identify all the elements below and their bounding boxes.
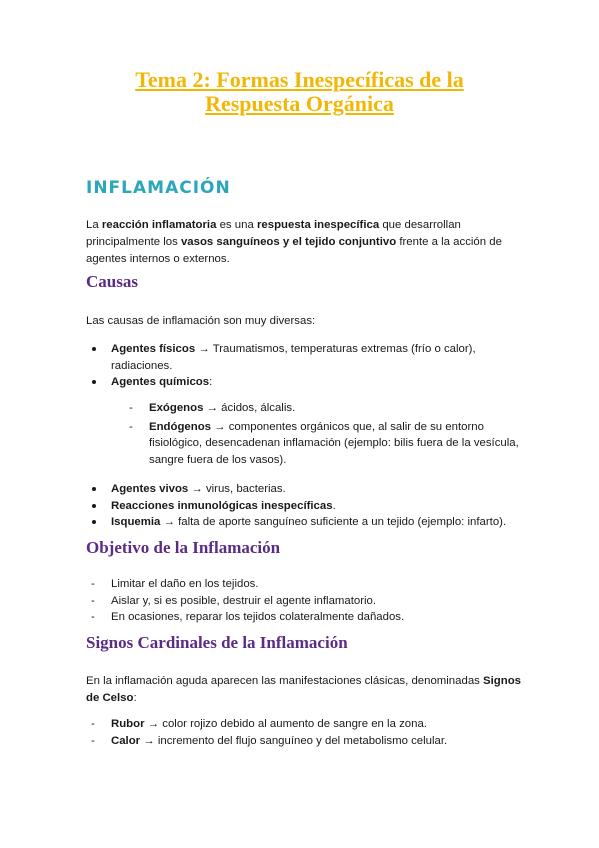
heading-signos: Signos Cardinales de la Inflamación — [86, 633, 348, 652]
item-text: En ocasiones, reparar los tejidos colateralmente dañados. — [111, 611, 405, 623]
title-line-1: Tema 2: Formas Inespecíficas de la — [135, 67, 464, 92]
dash-marker: - — [91, 611, 95, 623]
intro-text: frente a la acción de agentes internos o externos. — [86, 236, 502, 265]
list-item — [124, 419, 524, 469]
intro-text: que desarrollan principalmente los — [86, 219, 461, 248]
dash-marker: - — [91, 734, 95, 747]
bullet-icon — [92, 380, 96, 384]
causas-list-1 — [86, 341, 526, 391]
intro-bold: respuesta inespecífica — [256, 219, 380, 231]
list-item — [86, 514, 526, 531]
item-text: → falta de aporte sanguíneo suficiente a un tejido (ejemplo: infarto). — [160, 516, 507, 528]
item-text: → virus, bacterias. — [188, 483, 286, 495]
dash-marker: - — [91, 718, 95, 730]
objetivo-list — [86, 576, 526, 626]
section-title: INFLAMACIÓN — [86, 178, 231, 198]
bullet-icon — [92, 504, 96, 508]
bullet-icon — [92, 520, 96, 524]
bullet-icon — [92, 347, 96, 351]
item-text: : — [209, 376, 213, 388]
list-item — [86, 593, 526, 610]
item-label: Endógenos — [149, 420, 212, 433]
causas-list-2 — [86, 481, 526, 531]
list-item — [86, 716, 526, 733]
dash-marker: - — [91, 578, 95, 590]
item-label: Agentes vivos — [111, 483, 189, 495]
causas-intro: Las causas de inflamación son muy diversas: — [86, 315, 316, 327]
item-text: → ácidos, álcalis. — [203, 402, 296, 414]
intro-text: es una — [216, 219, 257, 231]
intro-text: En la inflamación aguda aparecen las manifestaciones clásicas, denominadas — [86, 675, 484, 687]
intro-bold: vasos sanguíneos y el tejido conjuntivo — [180, 236, 397, 248]
list-item — [124, 400, 524, 417]
dash-marker: - — [129, 402, 133, 414]
title-line-2: Respuesta Orgánica — [205, 91, 394, 116]
item-label: Agentes físicos — [111, 343, 196, 355]
signos-list — [86, 716, 526, 749]
item-text: . — [332, 499, 336, 512]
item-text: Aislar y, si es posible, destruir el agente inflamatorio. — [111, 594, 377, 607]
signos-intro — [86, 673, 526, 707]
item-label: Calor — [111, 734, 141, 747]
document-title — [60, 68, 539, 116]
item-label: Isquemia — [111, 516, 161, 528]
list-item — [86, 609, 526, 626]
intro-bold: Signos de Celso — [86, 675, 521, 704]
item-label: Exógenos — [149, 402, 204, 414]
dash-marker: - — [129, 420, 133, 433]
list-item — [86, 341, 526, 374]
bullet-icon — [92, 487, 96, 491]
item-label: Rubor — [111, 718, 145, 730]
item-text: Limitar el daño en los tejidos. — [111, 578, 259, 590]
intro-bold: reacción inflamatoria — [101, 219, 217, 231]
item-label: Agentes químicos — [111, 376, 210, 388]
item-text: → incremento del flujo sanguíneo y del metabolismo celular. — [140, 734, 448, 747]
quimicos-sublist — [124, 400, 524, 468]
list-item — [86, 576, 526, 593]
item-text: → componentes orgánicos que, al salir de su entorno fisiológico, desencadenan inflamación (ejemplo: bilis fuera de la vesícula, sangre fuera de los vasos). — [149, 420, 519, 466]
item-text: → Traumatismos, temperaturas extremas (frío o calor), radiaciones. — [111, 343, 476, 372]
item-text: → color rojizo debido al aumento de sangre en la zona. — [144, 718, 427, 730]
list-item — [86, 481, 526, 498]
list-item — [86, 498, 526, 515]
item-label: Reacciones inmunológicas inespecíficas — [111, 499, 333, 512]
dash-marker: - — [91, 594, 95, 607]
heading-objetivo: Objetivo de la Inflamación — [86, 538, 281, 557]
intro-paragraph — [86, 217, 526, 268]
heading-causas: Causas — [86, 272, 138, 291]
intro-text: La — [86, 219, 102, 231]
intro-text: : — [133, 692, 137, 704]
list-item — [86, 374, 526, 391]
list-item — [86, 733, 526, 750]
